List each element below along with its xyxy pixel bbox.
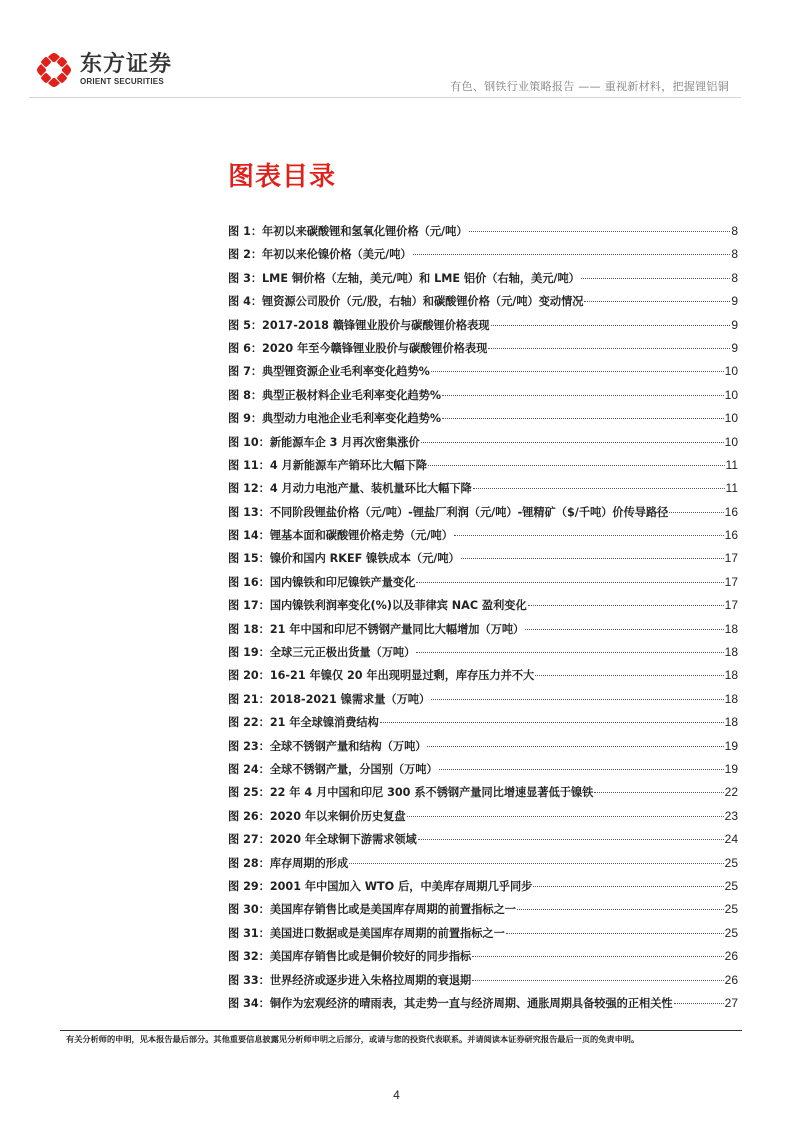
toc-entry[interactable] <box>228 550 738 573</box>
toc-dot-leader <box>594 792 723 793</box>
toc-entry-page[interactable]: 25 <box>724 855 738 870</box>
toc-dot-leader <box>491 325 731 326</box>
toc-entry[interactable] <box>228 738 738 761</box>
toc-entry[interactable] <box>228 691 738 714</box>
toc-entry[interactable] <box>228 387 738 410</box>
toc-entry-page[interactable]: 11 <box>725 481 738 496</box>
toc-dot-leader <box>517 909 724 910</box>
toc-entry-page[interactable]: 16 <box>724 528 738 543</box>
toc-entry-label[interactable]: 图 28：库存周期的形成 <box>228 856 349 870</box>
toc-entry-label[interactable]: 图 3：LME 铜价格（左轴，美元/吨）和 LME 铝价（右轴，美元/吨） <box>228 271 580 285</box>
toc-entry-label[interactable]: 图 2：年初以来伦镍价格（美元/吨） <box>228 248 412 262</box>
toc-dot-leader <box>416 582 723 583</box>
toc-entry-page[interactable]: 18 <box>724 715 738 730</box>
toc-entry-page[interactable]: 8 <box>731 270 738 285</box>
toc-entry-label[interactable]: 图 33：世界经济或逐步进入朱格拉周期的衰退期 <box>228 973 472 987</box>
toc-dot-leader <box>427 746 723 747</box>
toc-entry[interactable] <box>228 901 738 924</box>
footer-disclaimer: 有关分析师的申明，见本报告最后部分。其他重要信息披露见分析师申明之后部分，或请与您的投资代表联系。并请阅读本证券研究报告最后一页的免责申明。 <box>66 1034 640 1044</box>
toc-dot-leader <box>535 675 723 676</box>
toc-dot-leader <box>528 605 724 606</box>
toc-entry-page[interactable]: 8 <box>731 247 738 262</box>
toc-entry[interactable] <box>228 784 738 807</box>
toc-entry[interactable] <box>228 972 738 995</box>
toc-entry[interactable] <box>228 457 738 480</box>
toc-entry-label[interactable]: 图 6：2020 年至今赣锋锂业股价与碳酸锂价格表现 <box>228 341 488 355</box>
toc-dot-leader <box>442 418 724 419</box>
toc-entry-label[interactable]: 图 18：21 年中国和印尼不锈钢产量同比大幅增加（万吨） <box>228 622 525 636</box>
toc-entry-label[interactable]: 图 29：2001 年中国加入 WTO 后，中美库存周期几乎同步 <box>228 879 533 893</box>
toc-entry[interactable] <box>228 995 738 1018</box>
toc-entry-label[interactable]: 图 1：年初以来碳酸锂和氢氧化锂价格（元/吨） <box>228 225 468 238</box>
toc-dot-leader <box>581 278 730 279</box>
toc-dot-leader <box>469 231 731 232</box>
toc-entry-page[interactable]: 17 <box>724 574 738 589</box>
toc-entry-page[interactable]: 27 <box>724 995 738 1010</box>
toc-entry-page[interactable]: 18 <box>724 621 738 636</box>
toc-entry-label[interactable]: 图 8：典型正极材料企业毛利率变化趋势% <box>228 388 442 402</box>
toc-entry-page[interactable]: 9 <box>731 294 738 309</box>
toc-entry[interactable] <box>228 644 738 667</box>
toc-dot-leader <box>488 348 730 349</box>
toc-entry-label[interactable]: 图 7：典型锂资源企业毛利率变化趋势% <box>228 365 430 379</box>
toc-entry[interactable] <box>228 246 738 269</box>
toc-entry[interactable] <box>228 925 738 948</box>
toc-dot-leader <box>349 863 723 864</box>
toc-dot-leader <box>473 488 725 489</box>
toc-dot-leader <box>525 629 723 630</box>
toc-entry-label[interactable]: 图 27：2020 年全球铜下游需求领域 <box>228 833 417 847</box>
toc-entry[interactable] <box>228 410 738 433</box>
toc-entry-page[interactable]: 10 <box>724 364 738 379</box>
toc-entry-label[interactable]: 图 17：国内镍铁利润率变化(%)以及菲律宾 NAC 盈利变化 <box>228 599 527 613</box>
toc-entry-label[interactable]: 图 22：21 年全球镍消费结构 <box>228 716 379 730</box>
toc-entry-label[interactable]: 图 26：2020 年以来铜价历史复盘 <box>228 809 406 823</box>
toc-entry[interactable] <box>228 878 738 901</box>
toc-dot-leader <box>472 980 723 981</box>
header-divider <box>29 97 741 98</box>
toc-entry[interactable] <box>228 434 738 457</box>
logo-english-name: ORIENT SECURITIES <box>80 77 164 86</box>
toc-entry-page[interactable]: 10 <box>724 387 738 402</box>
toc-entry[interactable] <box>228 948 738 971</box>
toc-entry-page[interactable]: 9 <box>731 340 738 355</box>
toc-entry[interactable] <box>228 223 738 246</box>
toc-entry[interactable] <box>228 855 738 878</box>
toc-entry-label[interactable]: 图 31：美国进口数据或是美国库存周期的前置指标之一 <box>228 926 505 940</box>
toc-dot-leader <box>407 816 724 817</box>
toc-entry-page[interactable]: 18 <box>724 691 738 706</box>
toc-entry-page[interactable]: 16 <box>724 504 738 519</box>
toc-dot-leader <box>431 699 723 700</box>
toc-dot-leader <box>431 371 724 372</box>
toc-entry-label[interactable]: 图 32：美国库存销售比或是铜价较好的同步指标 <box>228 950 472 964</box>
toc-entry[interactable] <box>228 293 738 316</box>
toc-entry-page[interactable]: 19 <box>724 738 738 753</box>
toc-entry-label[interactable]: 图 20：16-21 年镍仅 20 年出现明显过剩，库存压力并不大 <box>228 669 535 683</box>
page-title: 图表目录 <box>228 162 337 192</box>
toc-entry-page[interactable]: 26 <box>724 949 738 964</box>
toc-dot-leader <box>442 395 724 396</box>
toc-entry[interactable] <box>228 504 738 527</box>
toc-entry-page[interactable]: 24 <box>724 832 738 847</box>
toc-entry-label[interactable]: 图 21：2018-2021 镍需求量（万吨） <box>228 692 431 706</box>
toc-entry-label[interactable]: 图 16：国内镍铁和印尼镍铁产量变化 <box>228 575 416 589</box>
toc-entry[interactable] <box>228 270 738 293</box>
toc-dot-leader <box>454 535 724 536</box>
toc-entry-page[interactable]: 17 <box>724 551 738 566</box>
toc-entry-page[interactable]: 23 <box>724 808 738 823</box>
report-title: 有色、钢铁行业策略报告 —— 重视新材料，把握锂铝铜 <box>450 80 729 93</box>
figure-list <box>228 223 738 1018</box>
toc-dot-leader <box>461 558 724 559</box>
toc-entry[interactable] <box>228 340 738 363</box>
toc-entry[interactable] <box>228 667 738 690</box>
toc-entry-label[interactable]: 图 14：锂基本面和碳酸锂价格走势（元/吨） <box>228 529 453 543</box>
toc-entry-label[interactable]: 图 24：全球不锈钢产量，分国别（万吨） <box>228 762 438 776</box>
toc-entry-label[interactable]: 图 23：全球不锈钢产量和结构（万吨） <box>228 739 427 753</box>
toc-entry-page[interactable]: 25 <box>724 925 738 940</box>
toc-dot-leader <box>584 301 730 302</box>
toc-entry-page[interactable]: 19 <box>724 761 738 776</box>
toc-entry-page[interactable]: 18 <box>724 645 738 660</box>
orient-securities-logo-icon <box>36 52 72 88</box>
toc-dot-leader <box>421 442 724 443</box>
toc-entry[interactable] <box>228 808 738 831</box>
toc-dot-leader <box>669 512 723 513</box>
toc-entry[interactable] <box>228 480 738 503</box>
logo-chinese-name: 东方证券 <box>80 52 173 77</box>
toc-dot-leader <box>380 722 724 723</box>
toc-entry-page[interactable]: 11 <box>725 457 738 472</box>
toc-dot-leader <box>428 465 725 466</box>
toc-dot-leader <box>472 956 723 957</box>
toc-entry-label[interactable]: 图 4：锂资源公司股价（元/股，右轴）和碳酸锂价格（元/吨）变动情况 <box>228 295 584 309</box>
toc-entry-page[interactable]: 9 <box>731 317 738 332</box>
toc-entry-label[interactable]: 图 25：22 年 4 月中国和印尼 300 系不锈钢产量同比增速显著低于镍铁 <box>228 786 594 800</box>
toc-entry-label[interactable]: 图 13：不同阶段锂盐价格（元/吨）-锂盐厂利润（元/吨）-锂精矿（$/千吨）价传导路径 <box>228 505 669 519</box>
toc-entry-label[interactable]: 图 12：4 月动力电池产量、装机量环比大幅下降 <box>228 482 472 496</box>
logo-text <box>80 53 172 87</box>
toc-dot-leader <box>439 769 724 770</box>
toc-entry-label[interactable]: 图 34：铜作为宏观经济的晴雨表，其走势一直与经济周期、通胀周期具备较强的正相关性 <box>228 996 673 1010</box>
toc-entry[interactable] <box>228 597 738 620</box>
toc-entry-page[interactable]: 25 <box>724 878 738 893</box>
company-logo <box>36 52 172 88</box>
toc-entry-page[interactable]: 25 <box>724 902 738 917</box>
toc-entry-label[interactable]: 图 9：典型动力电池企业毛利率变化趋势% <box>228 412 442 426</box>
toc-entry-page[interactable]: 26 <box>724 972 738 987</box>
toc-entry-page[interactable]: 10 <box>724 434 738 449</box>
toc-dot-leader <box>416 652 723 653</box>
toc-dot-leader <box>418 839 724 840</box>
toc-entry-page[interactable]: 17 <box>724 598 738 613</box>
page-number: 4 <box>393 1088 400 1102</box>
toc-entry[interactable] <box>228 831 738 854</box>
toc-entry-label[interactable]: 图 10：新能源车企 3 月再次密集涨价 <box>228 435 420 449</box>
toc-entry-label[interactable]: 图 11：4 月新能源车产销环比大幅下降 <box>228 458 427 472</box>
toc-entry-page[interactable]: 8 <box>731 224 738 238</box>
toc-dot-leader <box>506 933 724 934</box>
toc-entry-page[interactable]: 18 <box>724 668 738 683</box>
toc-entry-page[interactable]: 22 <box>724 785 738 800</box>
toc-entry-label[interactable]: 图 30：美国库存销售比或是美国库存周期的前置指标之一 <box>228 903 516 917</box>
toc-entry[interactable] <box>228 574 738 597</box>
toc-entry[interactable] <box>228 317 738 340</box>
toc-entry-page[interactable]: 10 <box>724 411 738 426</box>
toc-entry[interactable] <box>228 714 738 737</box>
toc-entry[interactable] <box>228 761 738 784</box>
toc-entry[interactable] <box>228 527 738 550</box>
toc-entry-label[interactable]: 图 19：全球三元正极出货量（万吨） <box>228 646 416 660</box>
toc-dot-leader <box>674 1003 724 1004</box>
footer-divider <box>60 1030 742 1031</box>
toc-dot-leader <box>533 886 723 887</box>
toc-entry[interactable] <box>228 621 738 644</box>
toc-entry[interactable] <box>228 363 738 386</box>
page-header <box>0 0 793 100</box>
toc-dot-leader <box>413 254 731 255</box>
toc-entry-label[interactable]: 图 5：2017-2018 赣锋锂业股价与碳酸锂价格表现 <box>228 318 490 332</box>
toc-entry-label[interactable]: 图 15：镍价和国内 RKEF 镍铁成本（元/吨） <box>228 552 460 566</box>
